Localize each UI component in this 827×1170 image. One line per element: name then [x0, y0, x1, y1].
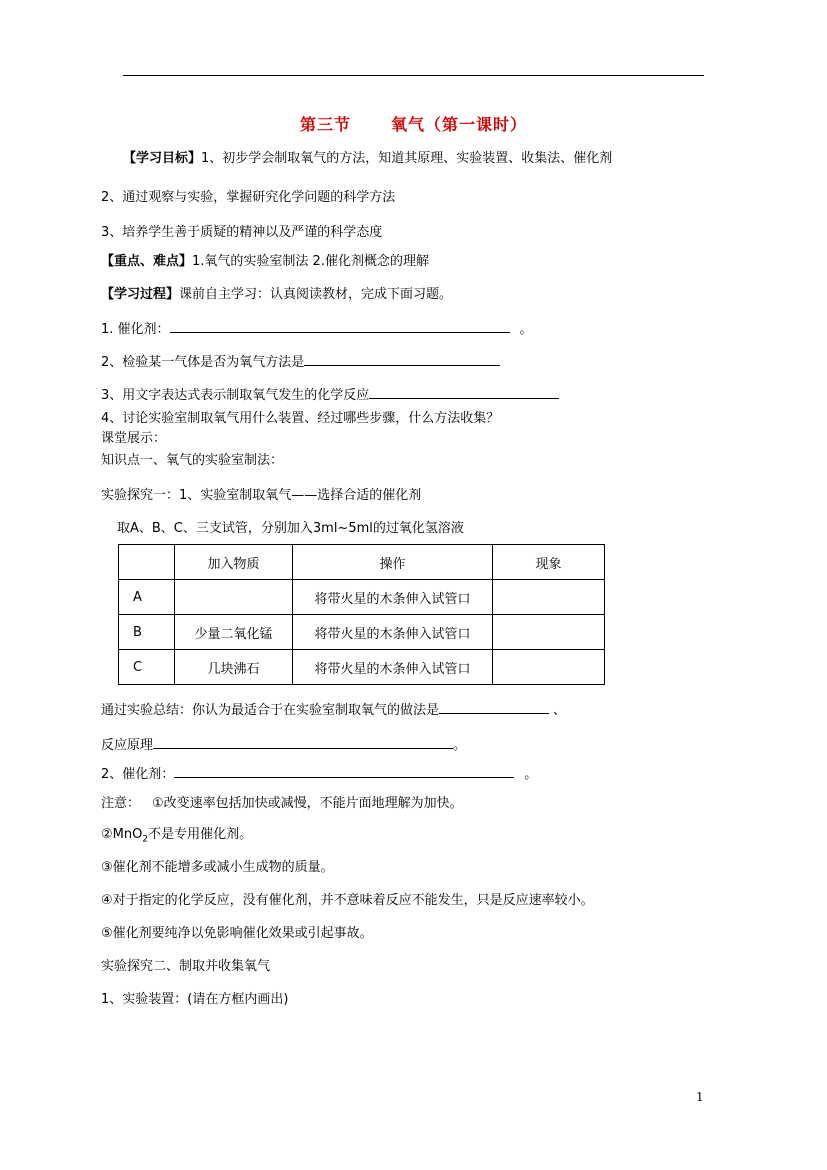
question-3 — [101, 384, 559, 405]
question-3-text: 3、用文字表达式表示制取氧气发生的化学反应 — [101, 388, 370, 403]
knowledge-point-1: 知识点一、氧气的实验室制法： — [101, 453, 284, 468]
summary-blank[interactable] — [439, 699, 549, 714]
table-cell-substance: 几块沸石 — [175, 650, 293, 685]
answer-blank-3[interactable] — [369, 384, 559, 399]
experiment-1-desc: 取A、B、C、三支试管，分别加入3ml~5ml的过氧化氢溶液 — [117, 521, 464, 536]
experiment-table — [118, 544, 605, 685]
table-header-cell — [119, 545, 175, 580]
process-label: 【学习过程】 — [101, 287, 180, 302]
experiment-2-title: 实验探究二、制取并收集氧气 — [101, 959, 271, 974]
table-header-cell: 加入物质 — [175, 545, 293, 580]
header-rule — [123, 75, 704, 76]
answer-blank-1[interactable] — [170, 318, 510, 333]
table-header-row — [119, 545, 605, 580]
table-cell-operation: 将带火星的木条伸入试管口 — [293, 650, 493, 685]
table-cell-id: A — [119, 580, 175, 615]
catalyst-end: 。 — [524, 767, 538, 782]
note-4: ④对于指定的化学反应，没有催化剂，并不意味着反应不能发生，只是反应速率较小。 — [101, 893, 594, 908]
table-cell-phenomenon[interactable] — [493, 580, 605, 615]
table-row — [119, 580, 605, 615]
question-1-text: 1. 催化剂： — [101, 322, 170, 337]
principle-blank[interactable] — [153, 734, 453, 749]
answer-blank-2[interactable] — [304, 351, 500, 366]
table-row — [119, 615, 605, 650]
note-label: 注意： — [101, 796, 141, 811]
catalyst-line — [101, 763, 537, 784]
goals-item-3: 3、培养学生善于质疑的精神以及严谨的科学态度 — [101, 225, 383, 240]
question-1 — [101, 318, 533, 339]
table-header-cell: 现象 — [493, 545, 605, 580]
summary-end: 、 — [553, 703, 567, 718]
principle-line — [101, 734, 466, 755]
keypoints-label: 【重点、难点】 — [101, 254, 193, 269]
principle-end: 。 — [453, 738, 467, 753]
table-cell-substance: 少量二氧化锰 — [175, 615, 293, 650]
note-3: ③催化剂不能增多或减小生成物的质量。 — [101, 860, 334, 875]
class-show: 课堂展示： — [101, 431, 167, 446]
question-4: 4、讨论实验室制取氧气用什么装置、经过哪些步骤，什么方法收集？ — [101, 411, 500, 426]
table-cell-phenomenon[interactable] — [493, 615, 605, 650]
question-1-end: 。 — [519, 322, 533, 337]
question-2-text: 2、检验某一气体是否为氧气方法是 — [101, 355, 305, 370]
table-cell-id: C — [119, 650, 175, 685]
table-cell-substance — [175, 580, 293, 615]
goals-item-2: 2、通过观察与实验，掌握研究化学问题的科学方法 — [101, 190, 396, 205]
goals-item-1: 1、初步学会制取氧气的方法，知道其原理、实验装置、收集法、催化剂 — [201, 151, 613, 166]
note-5: ⑤催化剂要纯净以免影响催化效果或引起事故。 — [101, 926, 373, 941]
table-cell-operation: 将带火星的木条伸入试管口 — [293, 615, 493, 650]
note-2-text: 不是专用催化剂。 — [148, 827, 253, 842]
keypoints-text: 1.氧气的实验室制法 2.催化剂概念的理解 — [192, 254, 429, 269]
page-number: 1 — [696, 1090, 704, 1104]
keypoints-line — [101, 253, 429, 271]
goals-label: 【学习目标】 — [123, 151, 202, 166]
page-title — [0, 112, 827, 135]
table-header-cell: 操作 — [293, 545, 493, 580]
summary-line — [101, 699, 566, 720]
title-section: 第三节 — [299, 115, 351, 134]
table-cell-operation: 将带火星的木条伸入试管口 — [293, 580, 493, 615]
experiment-2-item-1: 1、实验装置：(请在方框内画出) — [101, 992, 289, 1007]
catalyst-label: 2、催化剂： — [101, 767, 175, 782]
note-2-subscript: 2 — [142, 834, 149, 845]
process-text: 课前自主学习：认真阅读教材，完成下面习题。 — [179, 287, 453, 302]
table-cell-id: B — [119, 615, 175, 650]
title-topic: 氧气（第一课时） — [391, 115, 528, 134]
catalyst-blank[interactable] — [174, 763, 514, 778]
table-cell-phenomenon[interactable] — [493, 650, 605, 685]
principle-label: 反应原理 — [101, 738, 154, 753]
note-2 — [101, 826, 252, 849]
note-1-text: ①改变速率包括加快或减慢，不能片面地理解为加快。 — [152, 796, 463, 811]
note-2-formula: ②MnO — [101, 827, 143, 842]
table-row — [119, 650, 605, 685]
summary-text: 通过实验总结：你认为最适合于在实验室制取氧气的做法是 — [101, 703, 440, 718]
goals-line-1 — [123, 150, 612, 168]
experiment-1-title: 实验探究一：1、实验室制取氧气——选择合适的催化剂 — [101, 488, 422, 503]
question-2 — [101, 351, 500, 372]
process-line — [101, 286, 452, 304]
note-1 — [101, 795, 463, 813]
